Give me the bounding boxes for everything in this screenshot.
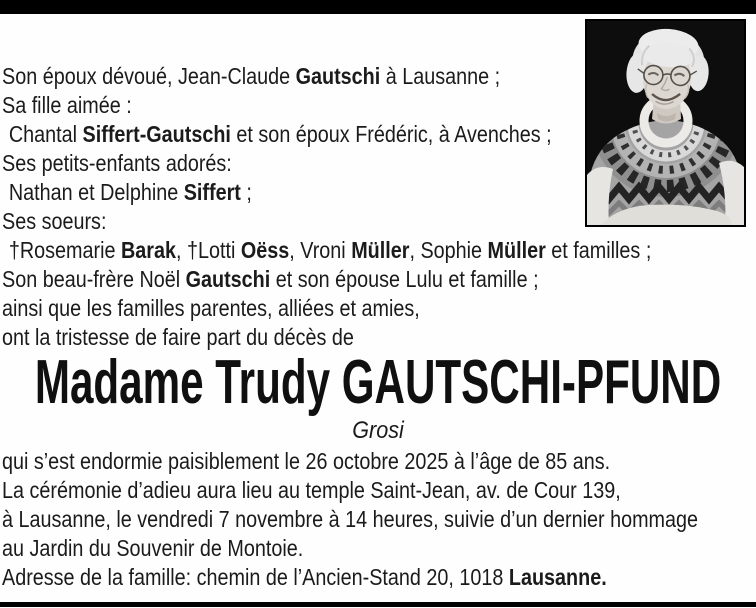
intro-line: Ses petits-enfants adorés: bbox=[2, 150, 232, 176]
family-lines bbox=[2, 62, 651, 352]
bottom-border-rule bbox=[0, 602, 756, 607]
intro-line: Son époux dévoué, Jean-Claude Gautschi à Lausanne ; bbox=[2, 63, 501, 89]
intro-line: ont la tristesse de faire part du décès de bbox=[2, 324, 354, 350]
deceased-name-title: Madame Trudy GAUTSCHI-PFUND bbox=[34, 348, 722, 417]
intro-line: Chantal Siffert-Gautschi et son époux Frédéric, à Avenches ; bbox=[8, 121, 552, 147]
intro-line: Ses soeurs: bbox=[2, 208, 107, 234]
nickname-subtitle: Grosi bbox=[352, 417, 404, 444]
closing-line: qui s’est endormie paisiblement le 26 octobre 2025 à l’âge de 85 ans. bbox=[2, 448, 611, 474]
top-border-rule bbox=[0, 0, 756, 14]
intro-line: ainsi que les familles parentes, alliées et amies, bbox=[2, 295, 420, 321]
intro-line: Sa fille aimée : bbox=[2, 92, 132, 118]
closing-line: au Jardin du Souvenir de Montoie. bbox=[2, 535, 304, 561]
closing-line: La cérémonie d’adieu aura lieu au temple Saint-Jean, av. de Cour 139, bbox=[2, 477, 621, 503]
intro-line: Nathan et Delphine Siffert ; bbox=[8, 179, 252, 205]
closing-line: à Lausanne, le vendredi 7 novembre à 14 heures, suivie d’un dernier hommage bbox=[2, 506, 699, 532]
ceremony-details bbox=[2, 447, 698, 592]
intro-line: †Rosemarie Barak, †Lotti Oëss, Vroni Müller, Sophie Müller et familles ; bbox=[8, 237, 652, 263]
closing-line: Adresse de la famille: chemin de l’Ancien-Stand 20, 1018 Lausanne. bbox=[2, 564, 607, 590]
intro-line: Son beau-frère Noël Gautschi et son épouse Lulu et famille ; bbox=[2, 266, 539, 292]
